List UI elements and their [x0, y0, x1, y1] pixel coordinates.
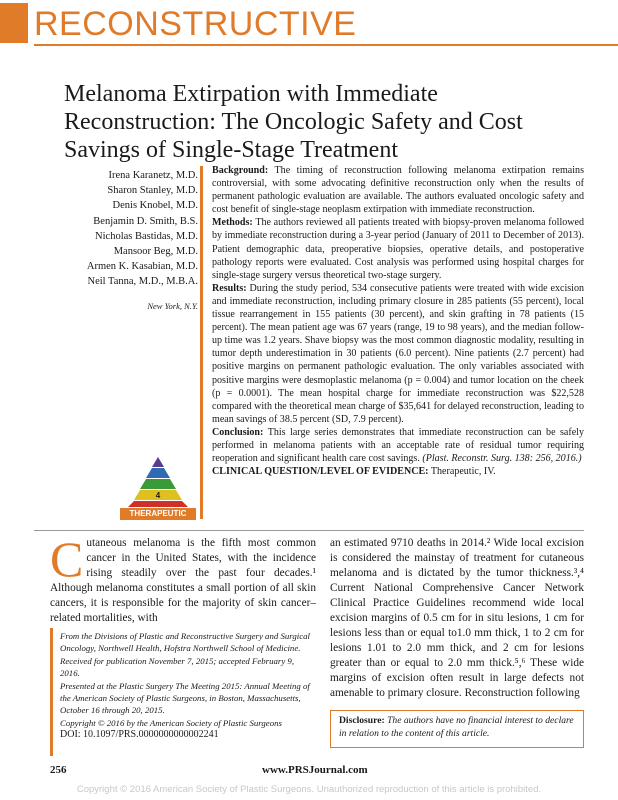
- abstract-background: The timing of reconstruction following melanoma extirpation remains controversial, with some advocating definitive reconstruction only when the results of permanent pathologic evaluation are available. The authors evaluated oncologic safety and cost benefit of single-stage neoplasm extirpation with immediate reconstruction.: [212, 165, 584, 216]
- abstract-accent-bar: [200, 166, 203, 519]
- abstract-text: [212, 164, 584, 478]
- affiliation-accent-bar: [50, 628, 53, 756]
- section-color-block: [0, 3, 28, 43]
- clinical-question-value: Therapeutic, IV.: [430, 466, 496, 478]
- article-title: Melanoma Extirpation with Immediate Reconstruction: The Oncologic Safety and Cost Savings of Single-Stage Treatment: [64, 81, 523, 163]
- body-text-right: an estimated 9710 deaths in 2014.² Wide local excision is considered the mainstay of treatment for cutaneous melanoma and is dictated by the tumor thickness.³,⁴ Current National Comprehensive Cancer Network Clinical Practice Guidelines recommend wide local excision margins of 0.5 cm for in situ lesions, 1 cm for lesions less than or equal to1.0 mm thick, 1 to 2 cm for lesions 1.01 to 2.0 mm thick, and 2 cm for lesions greater than or equal to 2.0 mm thick.⁵,⁶ These wide margins of excision often result in large defects not amenable to primary closure. Reconstruction following: [330, 537, 584, 699]
- author: Sharon Stanley, M.D.: [107, 185, 198, 197]
- copyright-footer: Copyright © 2016 American Society of Plastic Surgeons. Unauthorized reproduction of this article is prohibited.: [76, 784, 542, 795]
- disclosure-box: [330, 710, 584, 748]
- section-header: [0, 0, 618, 48]
- abstract-results-label: Results:: [212, 282, 247, 294]
- abstract-conclusion: This large series demonstrates that immediate reconstruction can be safely performed in melanoma patients with an acceptable rate of residual tumor requiring reoperation and significant health care cost savings.: [212, 426, 584, 465]
- body-column-left: [50, 531, 316, 626]
- author-list: [58, 168, 198, 314]
- page-number: 256: [50, 764, 67, 776]
- abstract-background-label: Background:: [212, 165, 269, 176]
- drop-cap: C: [50, 531, 84, 587]
- section-title: RECONSTRUCTIVE: [34, 5, 357, 43]
- author: Armen K. Kasabian, M.D.: [86, 261, 198, 273]
- affiliation-received: Received for publication November 7, 2015; accepted February 9, 2016.: [60, 655, 295, 679]
- abstract-methods-label: Methods:: [212, 217, 253, 229]
- affiliation-text: [60, 630, 316, 742]
- abstract-methods: The authors reviewed all patients treated with biopsy-proven melanoma followed by immediate reconstruction during a 3-year period (January of 2011 to December of 2013). Patient demographic data, preoperative biopsies, operative details, and postoperative pathology reports were evaluated. Cost analysis was performed using hospital charges for single-stage surgery versus theoretical two-stage surgery.: [212, 217, 584, 281]
- body-text-left: utaneous melanoma is the fifth most common cancer in the United States, with the incidence rising steadily over the past four decades.¹ Although melanoma constitutes a small portion of all skin cancers, it is responsible for the majority of skin cancer–related mortalities, with: [50, 537, 316, 624]
- affiliation-box: [50, 628, 316, 756]
- affiliation-presented: Presented at the Plastic Surgery The Meeting 2015: Annual Meeting of the American Society of Plastic Surgeons, in Boston, Massachusetts, October 16 through 20, 2015.: [60, 680, 310, 716]
- abstract-conclusion-label: Conclusion:: [212, 426, 264, 438]
- journal-url: www.PRSJournal.com: [262, 764, 368, 776]
- author: Mansoor Beg, M.D.: [113, 246, 198, 258]
- author-location: New York, N.Y.: [147, 300, 198, 311]
- clinical-question-label: CLINICAL QUESTION/LEVEL OF EVIDENCE:: [212, 466, 429, 478]
- author: Nicholas Bastidas, M.D.: [95, 230, 198, 242]
- disclosure-text: The authors have no financial interest to declare in relation to the content of this article.: [339, 715, 574, 739]
- evidence-type-label: THERAPEUTIC: [120, 508, 196, 520]
- affiliation-from: From the Divisions of Plastic and Reconstructive Surgery and Surgical Oncology, Northwell Health, Hofstra Northwell School of Medicine.: [60, 631, 310, 654]
- affiliation-copyright: Copyright © 2016 by the American Society of Plastic Surgeons: [60, 717, 282, 728]
- abstract-citation: (Plast. Reconstr. Surg. 138: 256, 2016.): [422, 453, 582, 465]
- author: Benjamin D. Smith, B.S.: [93, 215, 198, 227]
- author: Neil Tanna, M.D., M.B.A.: [87, 276, 198, 288]
- section-divider: [34, 530, 584, 531]
- abstract: [200, 164, 584, 528]
- abstract-results: During the study period, 534 consecutive patients were treated with wide excision and immediate reconstruction, including primary closure in 285 patients (55 percent), local tissue rearrangement in 155 patients (30 percent), and skin grafting in 78 patients (15 percent). The mean patient age was 67 years (range, 19 to 98 years), and the median follow-up time was 1.2 years. Shave biopsy was the most common diagnostic modality, resulting in tumor depth underestimation in 30 patients (6.0 percent). Nine patients (2.7 percent) had positive margins on permanent pathologic evaluation. The only variables associated with positive margins were desmoplastic melanoma (p = 0.004) and tumor location on the cheek (p = 0.0001). The mean hospital charge for immediate reconstruction was $22,528 compared with the theoretical mean charge of $35,641 for delayed reconstruction, leading to mean savings of 38.5 percent (SD, 7.9 percent).: [212, 282, 584, 425]
- doi: DOI: 10.1097/PRS.0000000000002241: [60, 729, 219, 741]
- disclosure-label: Disclosure:: [339, 715, 385, 726]
- author: Denis Knobel, M.D.: [112, 200, 198, 212]
- author: Irena Karanetz, M.D.: [108, 170, 198, 181]
- header-rule: [34, 44, 618, 46]
- evidence-level: 4: [155, 491, 161, 500]
- body-column-right: [330, 536, 584, 701]
